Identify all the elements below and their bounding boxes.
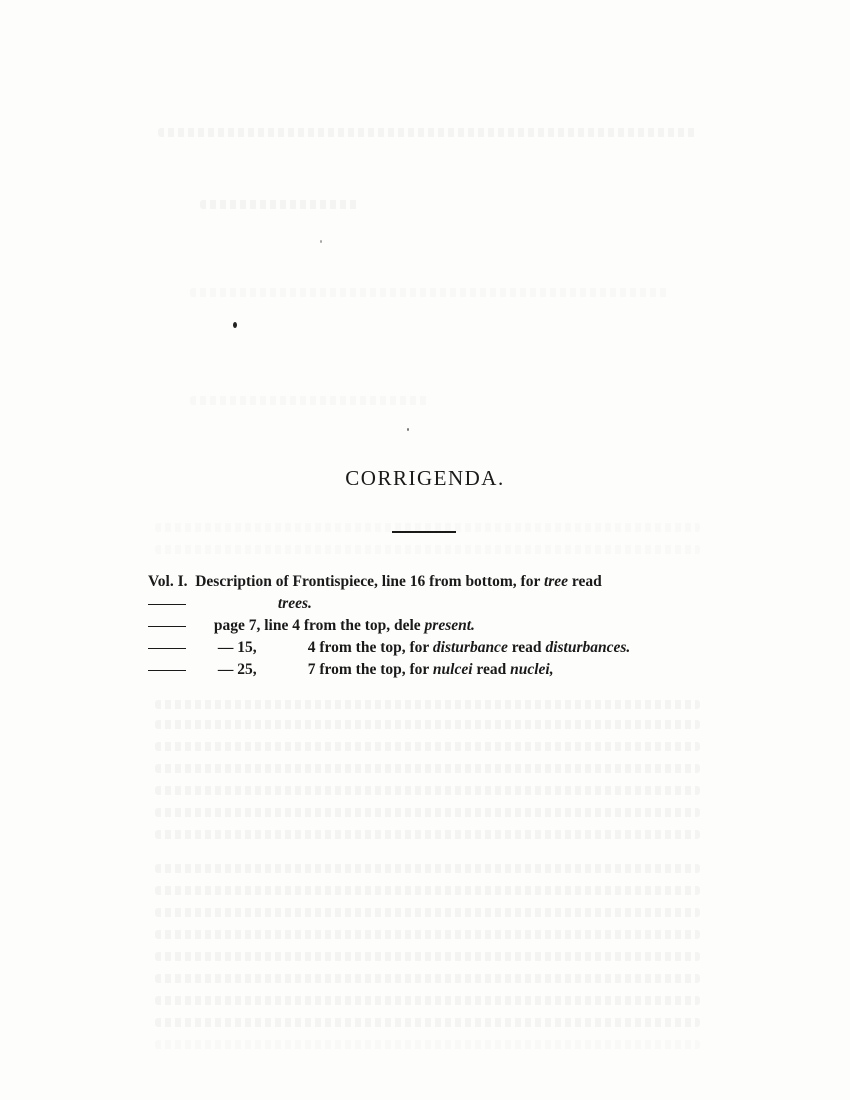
show-through-line: [155, 808, 700, 817]
show-through-line: [155, 886, 700, 895]
ditto-dash: [148, 604, 186, 606]
volume-label: Vol. I.: [148, 573, 188, 590]
wrong-word: nulcei: [432, 661, 473, 678]
ditto-dash: [148, 648, 186, 650]
show-through-line: [155, 908, 700, 917]
read-word: read: [476, 661, 507, 678]
corrigendum-4: [148, 660, 554, 680]
show-through-line: [155, 974, 700, 983]
show-through-line: [200, 200, 360, 209]
title-rule: [392, 531, 456, 533]
show-through-line: [190, 288, 670, 297]
show-through-line: [155, 742, 700, 751]
entry-text: page 7, line 4 from the top, dele: [213, 617, 421, 634]
show-through-line: [155, 996, 700, 1005]
corrigendum-2: [148, 616, 475, 636]
deleted-word: present.: [424, 617, 475, 634]
ink-speck: [233, 322, 237, 328]
show-through-line: [158, 128, 698, 137]
entry-text: 4 from the top, for: [307, 639, 430, 656]
ink-speck: [407, 428, 409, 431]
page-ref: — 25,: [217, 661, 257, 678]
show-through-line: [155, 786, 700, 795]
wrong-word: disturbance: [432, 639, 508, 656]
show-through-line: [155, 830, 700, 839]
show-through-line: [155, 952, 700, 961]
read-word: read: [511, 639, 542, 656]
show-through-line: [155, 1040, 700, 1049]
ditto-dash: [148, 670, 186, 672]
correct-word: nuclei,: [510, 661, 554, 678]
show-through-line: [155, 930, 700, 939]
show-through-line: [155, 545, 700, 554]
ink-speck: [320, 240, 322, 243]
corrigendum-1: [148, 572, 602, 592]
show-through-line: [155, 1018, 700, 1027]
show-through-line: [155, 864, 700, 873]
page-title: CORRIGENDA.: [345, 466, 505, 490]
corrigendum-1-continuation: [148, 594, 312, 614]
correct-word: disturbances.: [545, 639, 631, 656]
show-through-line: [155, 720, 700, 729]
wrong-word: tree: [543, 573, 569, 590]
correct-word: trees.: [277, 595, 312, 612]
entry-text: Description of Frontispiece, line 16 from bottom, for: [195, 573, 541, 590]
ditto-dash: [148, 626, 186, 628]
read-word: read: [571, 573, 602, 590]
page-ref: — 15,: [217, 639, 257, 656]
show-through-line: [155, 700, 700, 709]
corrigendum-3: [148, 638, 630, 658]
show-through-line: [190, 396, 430, 405]
entry-text: 7 from the top, for: [307, 661, 430, 678]
show-through-line: [155, 764, 700, 773]
